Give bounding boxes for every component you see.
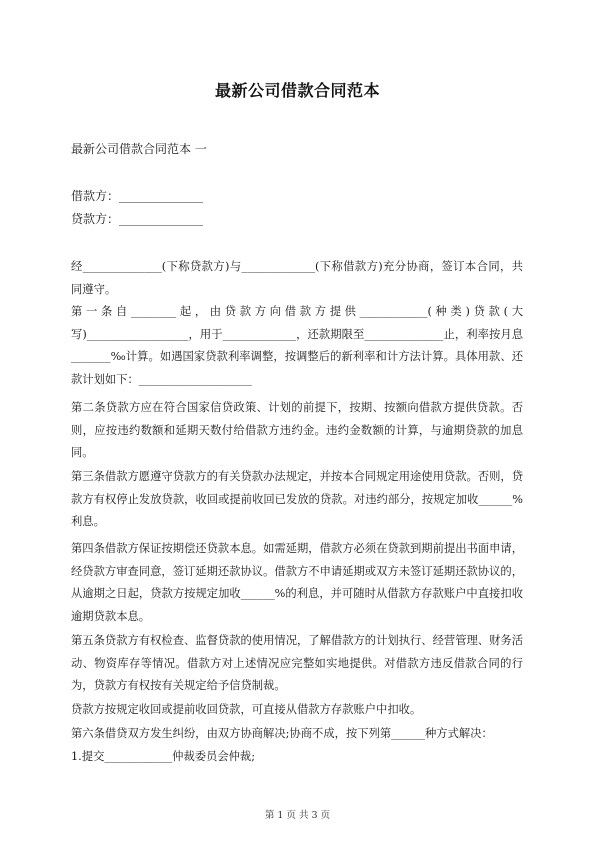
paragraph-article-6: 第六条借贷双方发生纠纷，由双方协商解决;协商不成，按下列第______种方式解决： xyxy=(71,727,493,740)
document-subtitle: 最新公司借款合同范本 一 xyxy=(71,142,207,156)
paragraph-article-1: 第一条自________起，由贷款方向借款方提供____________(种类)贷款(大写)__________________，用于_____________，还款期限至______________止，利率按月息_______‰计算。如遇国家贷款利率调整，按调整后的新利率和计方法计算。具体用款、还款计划如下：____________________ xyxy=(71,305,523,386)
paragraph-article-2: 第二条贷款方应在符合国家信贷政策、计划的前提下，按期、按额向借款方提供贷款。否则，应按违约数额和延期天数付给借款方违约金。违约金数额的计算，与逾期贷款的加息同。 xyxy=(71,401,523,460)
paragraph-intro: 经______________(下称贷款方)与_____________(下称借款方)充分协商，签订本合同，共同遵守。 xyxy=(71,260,523,296)
paragraph-article-6-item-1: 1.提交____________仲裁委员会仲裁; xyxy=(71,750,256,763)
paragraph-article-4: 第四条借款方保证按期偿还贷款本息。如需延期，借款方必须在贷款到期前提出书面申请，经贷款方审查同意，签订延期还款协议。借款方不申请延期或双方未签订延期还款协议的，从逾期之日起，贷款方按规定加收______%的利息，并可随时从借款方存款账户中直接扣收逾期贷款本息。 xyxy=(71,542,523,623)
paragraph-article-5-cont: 贷款方按规定收回或提前收回贷款，可直接从借款方存款账户中扣收。 xyxy=(71,703,422,716)
lender-line: 贷款方：______________ xyxy=(71,212,204,226)
page-footer: 第 1 页 共 3 页 xyxy=(264,810,331,821)
borrower-line: 借款方：______________ xyxy=(71,189,204,203)
paragraph-article-5: 第五条贷款方有权检查、监督贷款的使用情况，了解借款方的计划执行、经营管理、财务活动、物资库存等情况。借款方对上述情况应完整如实地提供。对借款方违反借款合同的行为，贷款方有权按有关规定给予信贷制裁。 xyxy=(71,634,523,693)
paragraph-article-3: 第三条借款方愿遵守贷款方的有关贷款办法规定，并按本合同规定用途使用贷款。否则，贷款方有权停止发放贷款，收回或提前收回已发放的贷款。对违约部分，按规定加收______%利息。 xyxy=(71,470,523,529)
document-title: 最新公司借款合同范本 xyxy=(214,81,380,100)
